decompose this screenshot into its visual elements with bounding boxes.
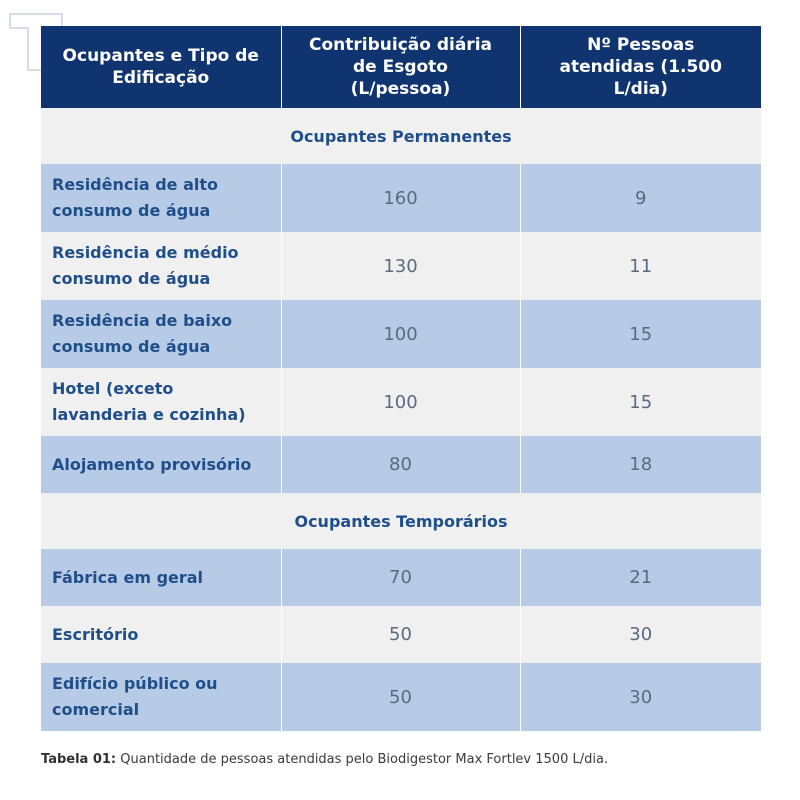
cell-value: 9 [520,164,761,232]
table-row [41,300,761,368]
header-occupants: Ocupantes e Tipo de Edificação [41,26,281,108]
header-contribution: Contribuição diária de Esgoto (L/pessoa) [281,26,520,108]
cell-value: 160 [281,164,520,232]
cell-value: 15 [520,368,761,436]
table-header-row [41,26,761,108]
caption-text: Quantidade de pessoas atendidas pelo Biodigestor Max Fortlev 1500 L/dia. [116,752,609,767]
table-row [41,164,761,232]
section-header-temporary [41,493,761,549]
cell-occupant-type: Residência de alto consumo de água [41,164,281,232]
table-row [41,549,761,606]
cell-value: 30 [520,606,761,663]
table-row [41,606,761,663]
cell-value: 30 [520,663,761,731]
cell-occupant-type: Residência de baixo consumo de água [41,300,281,368]
cell-value: 70 [281,549,520,606]
section-header-permanent [41,108,761,164]
table-row [41,368,761,436]
cell-occupant-type: Edifício público ou comercial [41,663,281,731]
header-people: Nº Pessoas atendidas (1.500 L/dia) [520,26,761,108]
cell-value: 50 [281,663,520,731]
cell-occupant-type: Escritório [41,606,281,663]
cell-occupant-type: Residência de médio consumo de água [41,232,281,300]
cell-value: 100 [281,368,520,436]
cell-value: 18 [520,436,761,493]
cell-value: 50 [281,606,520,663]
cell-occupant-type: Fábrica em geral [41,549,281,606]
table-row [41,232,761,300]
table-row [41,663,761,731]
table-row [41,436,761,493]
cell-value: 80 [281,436,520,493]
cell-occupant-type: Hotel (exceto lavanderia e cozinha) [41,368,281,436]
table-caption [41,752,608,767]
cell-value: 15 [520,300,761,368]
cell-value: 130 [281,232,520,300]
caption-label: Tabela 01: [41,752,117,767]
occupancy-table [41,26,761,731]
section-title: Ocupantes Temporários [41,493,761,549]
cell-value: 11 [520,232,761,300]
cell-occupant-type: Alojamento provisório [41,436,281,493]
section-title: Ocupantes Permanentes [41,108,761,164]
cell-value: 100 [281,300,520,368]
cell-value: 21 [520,549,761,606]
